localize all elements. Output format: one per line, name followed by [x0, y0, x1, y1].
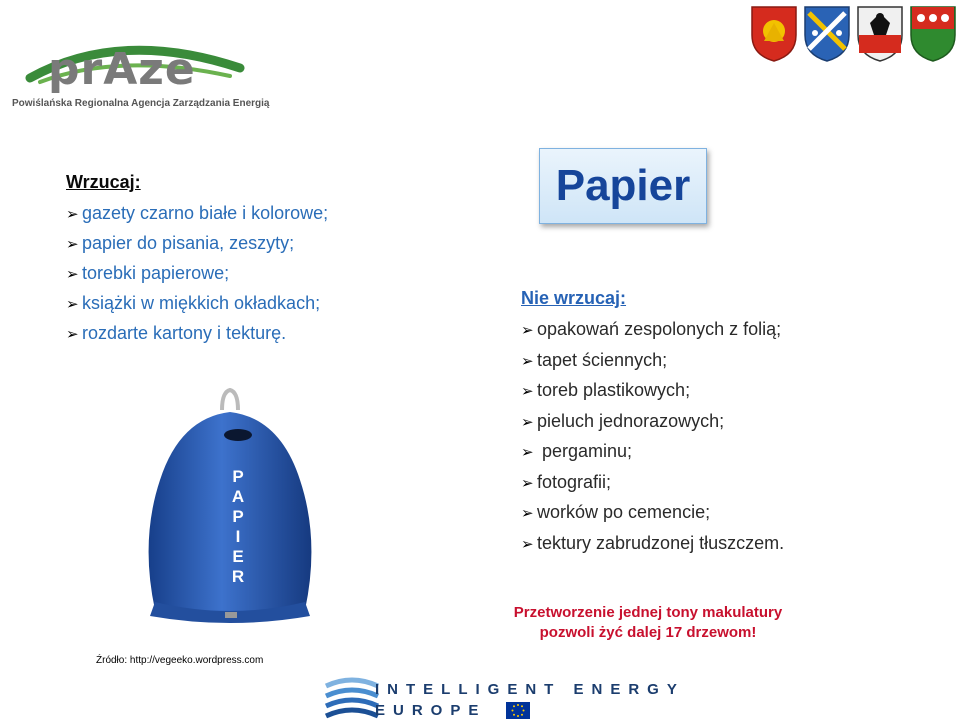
bin-letter: E	[232, 547, 244, 566]
arrow-bullet-icon: ➢	[521, 322, 534, 339]
footer-logo-line2: EUROPE	[375, 702, 487, 719]
bin-letter: P	[232, 467, 244, 486]
arrow-bullet-icon: ➢	[66, 266, 79, 283]
arrow-bullet-icon: ➢	[521, 352, 534, 370]
arrow-bullet-icon: ➢	[521, 535, 534, 553]
list-item: ➢ książki w miękkich okładkach;	[66, 289, 466, 319]
arrow-bullet-icon: ➢	[521, 474, 534, 492]
list-item: ➢ papier do pisania, zeszyty;	[66, 229, 466, 259]
list-item: ➢ gazety czarno białe i kolorowe;	[66, 199, 466, 229]
footer-logo-line1: INTELLIGENT ENERGY	[375, 681, 685, 698]
forbidden-items-section	[521, 288, 941, 559]
list-item: ➢ fotografii;	[521, 468, 941, 499]
arrow-bullet-icon: ➢	[66, 296, 79, 313]
bin-letter: A	[231, 487, 245, 506]
bin-letter: I	[235, 527, 241, 546]
list-item: ➢ tektury zabrudzonej tłuszczem.	[521, 529, 941, 560]
allowed-list	[66, 199, 466, 349]
coat-of-arms-icon	[909, 5, 957, 63]
page-title: Papier	[555, 161, 691, 210]
coat-of-arms-icon	[803, 5, 851, 63]
allowed-items-section	[66, 172, 466, 349]
intelligent-energy-logo-icon	[322, 674, 382, 720]
recycling-bin-image	[130, 380, 330, 630]
arrow-bullet-icon: ➢	[521, 413, 534, 431]
forbidden-list	[521, 315, 941, 559]
list-item: ➢ rozdarte kartony i tekturę.	[66, 319, 466, 349]
eu-flag-icon	[506, 702, 530, 719]
arrow-bullet-icon: ➢	[521, 444, 534, 461]
coat-of-arms-icon	[750, 5, 798, 63]
title-box	[539, 148, 707, 224]
bin-letter: P	[232, 507, 244, 526]
arrow-bullet-icon: ➢	[66, 206, 79, 223]
source-caption: Źródło: http://vegeeko.wordpress.com	[96, 655, 264, 666]
arrow-bullet-icon: ➢	[66, 236, 79, 253]
arrow-bullet-icon: ➢	[521, 505, 534, 522]
forbidden-heading: Nie wrzucaj:	[521, 288, 627, 308]
fact-line-2: pozwoli żyć dalej 17 drzewom!	[539, 624, 757, 641]
logo-subtitle: Powiślańska Regionalna Agencja Zarządzania Energią	[12, 98, 270, 109]
list-item: ➢ pieluch jednorazowych;	[521, 407, 941, 438]
recycling-fact	[478, 603, 818, 643]
allowed-heading: Wrzucaj:	[66, 172, 141, 192]
arrow-bullet-icon: ➢	[521, 383, 534, 400]
list-item: ➢ pergaminu;	[521, 437, 941, 468]
list-item: ➢ tapet ściennych;	[521, 346, 941, 377]
list-item: ➢ toreb plastikowych;	[521, 376, 941, 407]
list-item: ➢ torebki papierowe;	[66, 259, 466, 289]
coat-of-arms-icon	[856, 5, 904, 63]
fact-line-1: Przetworzenie jednej tony makulatury	[513, 604, 783, 621]
arrow-bullet-icon: ➢	[66, 326, 79, 343]
logo-wordmark: prAze	[48, 44, 196, 95]
list-item: ➢ worków po cemencie;	[521, 498, 941, 529]
bin-letter: R	[231, 567, 245, 586]
list-item: ➢ opakowań zespolonych z folią;	[521, 315, 941, 346]
